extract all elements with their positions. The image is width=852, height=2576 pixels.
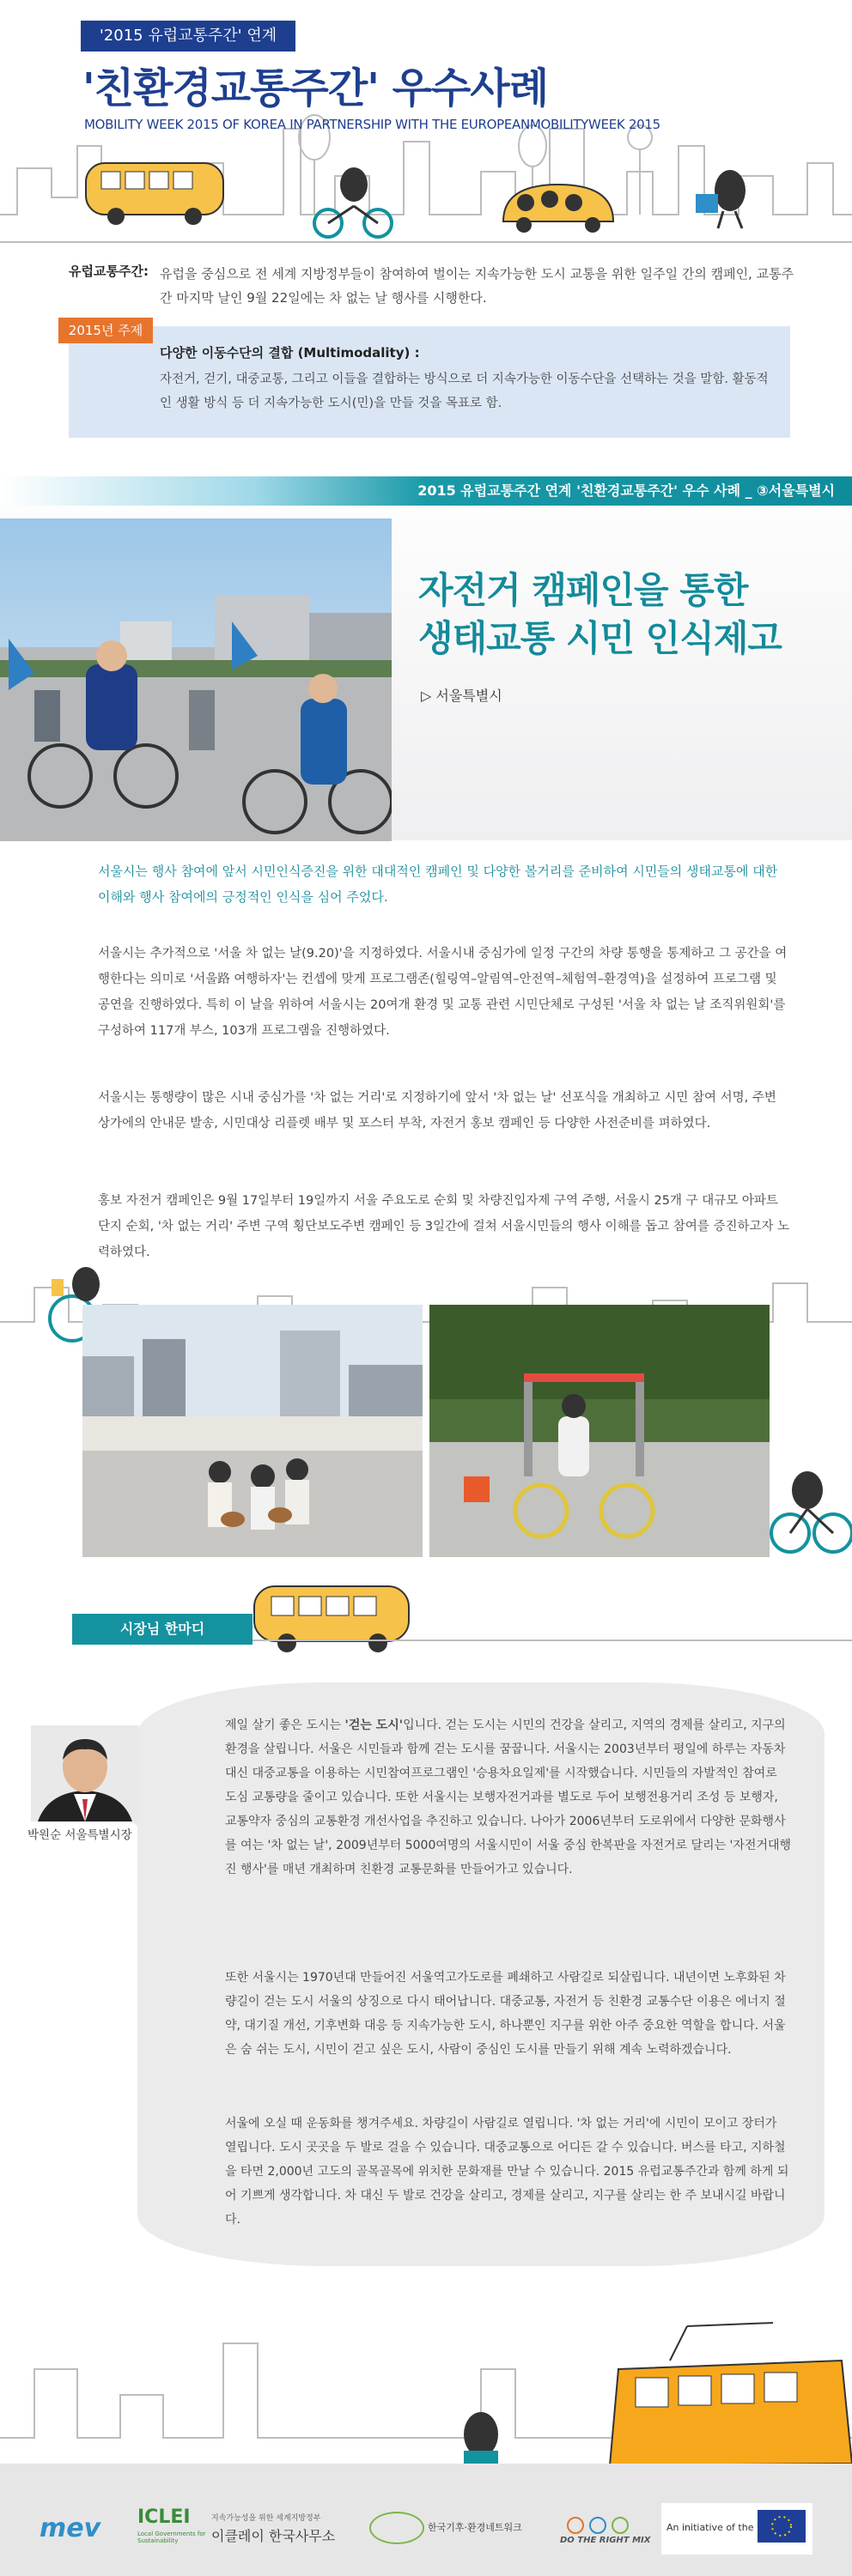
mayor-caption: 박원순 서울특별시장: [27, 1828, 132, 1842]
article-source: ▷ 서울특별시: [421, 688, 502, 704]
intro-text: 유럽을 중심으로 전 세계 지방정부들이 참여하여 벌이는 지속가능한 도시 교통을 위한 일주일 간의 캠페인, 교통주간 마지막 날인 9월 22일에는 차 없는 날 행사를 시행한다.: [160, 266, 794, 306]
event-tag: '2015 유럽교통주간' 연계: [81, 21, 295, 52]
cyclists-photo: [0, 518, 392, 841]
eu-initiative-label: An initiative of the: [666, 2522, 754, 2533]
partner-logos: [0, 2498, 852, 2567]
article-title-line1: 자전거 캠페인을 통한: [418, 569, 748, 611]
article-paragraph-3: 홍보 자전거 캠페인은 9월 17일부터 19일까지 서울 주요도로 순회 및 차량진입자제 구역 주행, 서울시 25개 구 대규모 아파트 단지 순회, '차 없는 거리' 주변 구역 횡단보도주변 캠페인 등 3일간에 걸쳐 서울시민들의 행사 이해를 돕고 참여를 증진하고자 노력하였다.: [98, 1194, 790, 1259]
mayor-speech-paragraph-1: [225, 1713, 792, 1882]
bus-icon: [86, 163, 223, 225]
theme-text: 자전거, 걷기, 대중교통, 그리고 이들을 결합하는 방식으로 더 지속가능한 이동수단을 선택하는 것을 말함. 활동적인 생활 방식 등 더 지속가능한 도시(민)을 만들 것을 목표로 함.: [160, 373, 769, 410]
walking-mascot-icon: [696, 170, 746, 228]
dtrm-logo: DO THE RIGHT MIX: [560, 2536, 651, 2545]
mev-logo: mev: [40, 2513, 101, 2543]
mayor-speech-paragraph-3: 서울에 오실 때 운동화를 챙겨주세요. 차량길이 사람길로 열립니다. '차 없는 거리'에 시민이 모이고 장터가 열립니다. 도시 곳곳을 두 발로 걸을 수 있습니다. 대중교통으로 어디든 갈 수 있습니다. 버스를 타고, 지하철을 타면 2,000년 고도의 골목골목에 위치한 문화재를 만날 수 있습니다. 2015 유럽교통주간과 함께 하게 되어 기쁘게 생각합니다. 차 대신 두 발로 건강을 살리고, 경제를 살리고, 지구를 살리는 한 주 보내시길 바랍니다.: [225, 2117, 789, 2227]
article-paragraph-2: 서울시는 통행량이 많은 시내 중심가를 '차 없는 거리'로 지정하기에 앞서 '차 없는 날' 선포식을 개최하고 시민 참여 서명, 주변 상가에의 안내문 발송, 시민대상 리플렛 배부 및 포스터 부착, 자전거 홍보 캠페인 등 다양한 사전준비를 펴하였다.: [98, 1091, 776, 1130]
bicycle-mascot-icon: [314, 167, 392, 237]
iclei-logo-subtitle: Local Governments for Sustainability: [137, 2531, 206, 2544]
article-lead: 서울시는 행사 참여에 앞서 시민인식증진을 위한 대대적인 캠페인 및 다양한 볼거리를 준비하여 시민들의 생태교통에 대한 이해와 행사 참여에의 긍정적인 인식을 심어 주었다.: [98, 864, 778, 905]
tram-icon: [610, 2323, 852, 2465]
section-label: 2015 유럽교통주간 연계 '친환경교통주간' 우수 사례 _ ③서울특별시: [417, 482, 835, 499]
speech-text-pre: 제일 살기 좋은 도시는: [225, 1718, 345, 1732]
kcen-emblem-icon: [369, 2512, 424, 2544]
mayor-speech-paragraph-2: 또한 서울시는 1970년대 만들어진 서울역고가도로를 폐쇄하고 사람길로 되살립니다. 내년이면 노후화된 차량길이 걷는 도시 서울의 상징으로 다시 태어납니다. 대중교통, 자전거 등 친환경 교통수단 이용은 에너지 절약, 대기질 개선, 기후변화 대응 등 지속가능한 도시, 하나뿐인 지구를 위한 아주 중요한 역할을 합니다. 서울은 숨 쉬는 도시, 시민이 걷고 싶은 도시, 사람이 중심인 도시를 만들기 위해 계속 노력하겠습니다.: [225, 1971, 786, 2057]
standing-mascot-icon: [464, 2412, 498, 2464]
speech-text-post: 입니다. 걷는 도시는 시민의 건강을 살리고, 지역의 경제를 살리고, 지구의 환경을 살립니다. 서울은 시민들과 함께 걷는 도시를 꿈꿉니다. 서울시는 2003년부터 평일에 하루는 자동차 대신 대중교통을 이용하는 시민참여프로그램인 '승용차요일제'를 시작했습니다. 시민들의 자발적인 참여로 도심 교통량을 줄이고 있습니다. 또한 서울시는 보행자전거과를 별도로 두어 보행전용거리 조성 등 보행자, 교통약자 중심의 교통환경 개선사업을 추진하고 있습니다. 나아가 2006년부터 도로위에서 다양한 문화행사를 여는 '차 없는 날', 2009년부터 5000여명의 서울시민이 서울 중심 한복판을 자전거로 달리는 '자전거대행진 행사'를 매년 개최하며 친환경 교통문화를 만들어가고 있습니다.: [225, 1718, 792, 1876]
cyclists-photo-illustration: [0, 518, 392, 841]
theme-heading: 다양한 이동수단의 결합 (Multimodality) :: [160, 345, 420, 361]
iclei-small-label: 지속가능성을 위한 세계지방정부: [211, 2514, 321, 2523]
avatar: [31, 1725, 139, 1821]
divider: [253, 1640, 852, 1641]
eu-flag-icon: [758, 2510, 806, 2543]
article-title-line2: 생태교통 시민 인식제고: [418, 617, 782, 659]
mayor-portrait-illustration: [31, 1725, 139, 1821]
speech-highlight: '걷는 도시': [344, 1718, 404, 1732]
bus-icon: [249, 1578, 421, 1655]
drummers-photo-illustration: [82, 1305, 423, 1557]
drummers-photo: [82, 1305, 423, 1557]
iclei-korea-label: 이클레이 한국사무소: [211, 2528, 336, 2544]
car-icon: [503, 185, 613, 233]
kcen-logo: 한국기후·환경네트워크: [428, 2522, 522, 2533]
iclei-logo: ICLEI: [137, 2506, 191, 2528]
page-subtitle: MOBILITY WEEK 2015 OF KOREA IN PARTNERSHIP WITH THE EUROPEANMOBILITYWEEK 2015: [84, 117, 660, 132]
mayor-tag: 시장님 한마디: [72, 1614, 253, 1645]
cycling-mascot-icon: [756, 1447, 852, 1559]
family-bicycle-photo-illustration: [429, 1305, 770, 1557]
article-paragraph-1: 서울시는 추가적으로 '서울 차 없는 날(9.20)'을 지정하였다. 서울시내 중심가에 일정 구간의 차량 통행을 통제하고 그 공간을 여행한다는 의미로 '서울路 여행하자'는 컨셉에 맞게 프로그램존(힐링역–알림역–안전역–체험역–환경역)을 설정하여 프로그램 및 공연을 진행하였다. 특히 이 날을 위하여 서울시는 20여개 환경 및 교통 관련 시민단체로 구성된 '서울 차 없는 날 조직위원회'를 구성하여 117개 부스, 103개 프로그램을 진행하였다.: [98, 947, 788, 1038]
family-bicycle-photo: [429, 1305, 770, 1557]
bottom-city-illustration: [0, 2266, 852, 2465]
page-title: '친환경교통주간' 우수사례: [82, 64, 549, 112]
intro-label: 유럽교통주간:: [69, 264, 149, 279]
dtrm-emblem-icon: [563, 2508, 632, 2534]
article-title: [418, 567, 782, 663]
theme-tag: 2015년 주제: [58, 318, 153, 343]
